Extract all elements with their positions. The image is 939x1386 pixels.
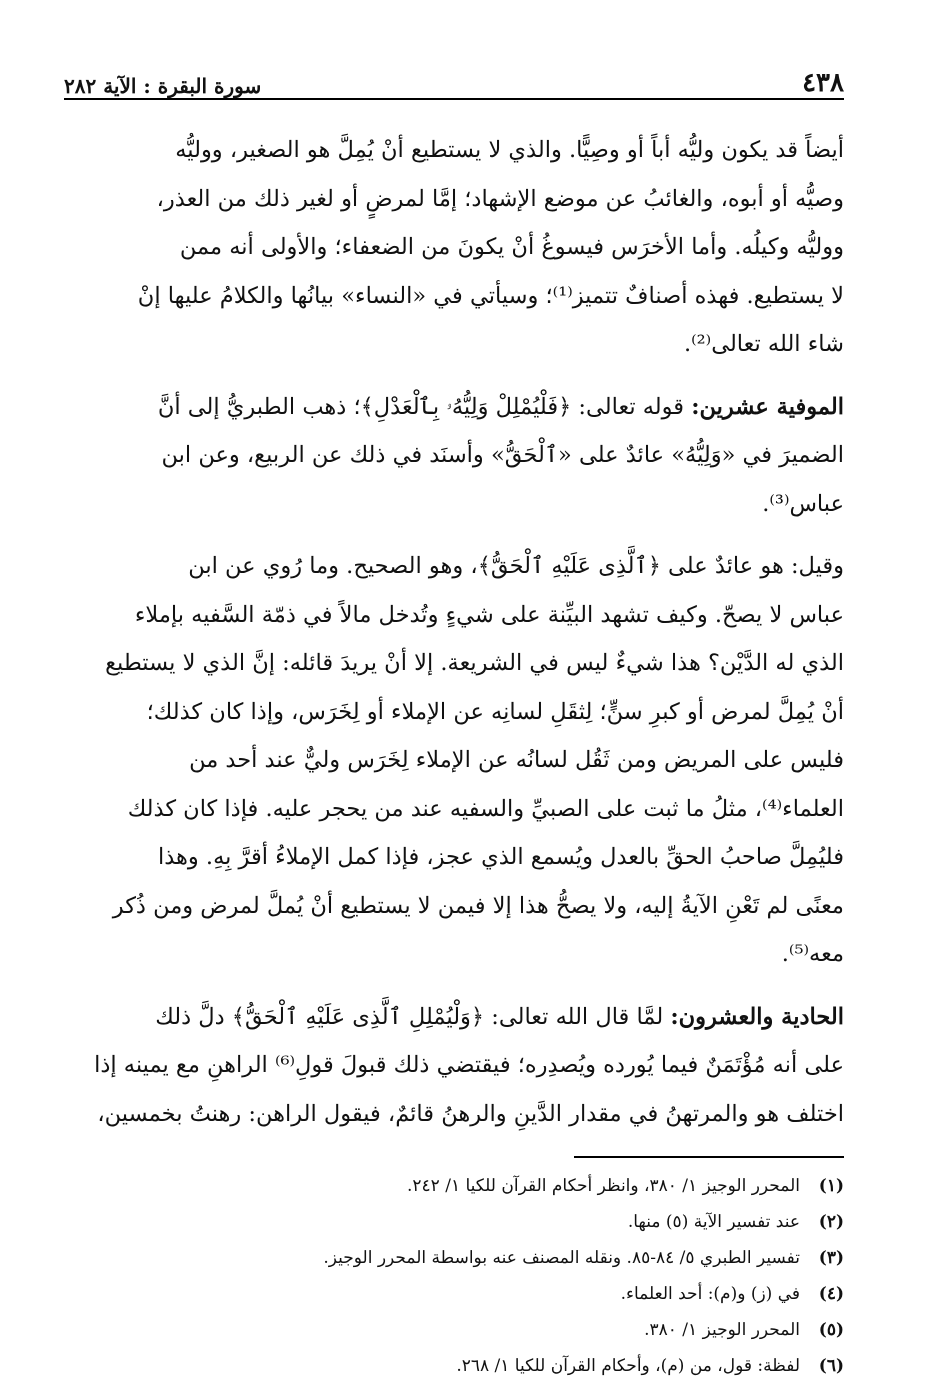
running-title: سورة البقرة : الآية ٢٨٢ <box>64 74 262 98</box>
text-line: عباس⁽³⁾. <box>762 490 844 517</box>
footnote <box>64 1240 844 1276</box>
text-line: فليُمِلَّ صاحبُ الحقِّ بالعدل ويُسمع الذي عجز، فإذا كمل الإملاءُ أقرَّ بِهِ. وهذا <box>157 844 844 870</box>
text-line: شاء الله تعالى⁽²⁾. <box>683 331 844 357</box>
paragraph <box>64 126 844 369</box>
footnote <box>64 1348 844 1384</box>
footnote <box>64 1312 844 1348</box>
footnote <box>64 1204 844 1240</box>
footnote-text: عند تفسير الآية (٥) منها. <box>627 1212 800 1232</box>
text-line: لا يستطيع. فهذه أصنافٌ تتميز⁽¹⁾؛ وسيأتي في «النساء» بيانُها والكلامُ عليها إنْ <box>137 282 844 309</box>
text-line: وصيُّه أو أبوه، والغائبُ عن موضع الإشهاد؛ إمَّا لمرضٍ أو لغير ذلك من العذر، <box>156 185 844 212</box>
main-text <box>64 126 844 1138</box>
text-line <box>64 993 844 1042</box>
section-heading: الحادية والعشرون: <box>670 1003 844 1030</box>
footnote-separator <box>574 1156 844 1158</box>
footnote-number: (٦) <box>818 1356 844 1376</box>
text-line: أنْ يُمِلَّ لمرض أو كبرِ سنٍّ؛ لِثقَلِ لسانِه عن الإملاء أو لِخَرَس، وإذا كان كذلك؛ <box>146 698 844 725</box>
line-text: لمَّا قال الله تعالى: ﴿وَلْيُمْلِلِ ٱلَّذِى عَلَيْهِ ٱلْحَقُّ﴾ دلَّ ذلك <box>155 1003 664 1030</box>
text-line: العلماء⁽⁴⁾، مثلُ ما ثبت على الصبيِّ والسفيه عند من يحجر عليه. فإذا كان كذلك <box>127 795 844 822</box>
page-number: ٤٣٨ <box>802 68 844 98</box>
text-line: عباس لا يصحّ. وكيف تشهد البيِّنة على شيءٍ وتُدخل مالاً في ذمّة السَّفيه بإملاء <box>134 601 844 628</box>
paragraph <box>64 542 844 979</box>
footnote <box>64 1168 844 1204</box>
footnote-number: (١) <box>818 1176 844 1196</box>
text-line: الضميرَ في «وَلِيُّهُ» عائدٌ على «ٱلْحَقُّ» وأسنَد في ذلك عن الربيع، وعن ابن <box>161 442 844 468</box>
footnote-number: (٤) <box>818 1284 844 1304</box>
footnote-number: (٢) <box>818 1212 844 1232</box>
paragraph <box>64 993 844 1139</box>
text-line: على أنه مُؤْتَمَنٌ فيما يُورده ويُصدِره؛ فيقتضي ذلك قبولَ قولِ⁽⁶⁾ الراهنِ مع يمينه إذا <box>94 1052 844 1078</box>
footnote-text: في (ز) و(م): أحد العلماء. <box>620 1284 800 1304</box>
footnote-text: المحرر الوجيز ١/ ٣٨٠. <box>644 1320 800 1340</box>
text-line: معنًى لم تَعْنِ الآيةُ إليه، ولا يصحُّ هذا إلا فيمن لا يستطيع أنْ يُملَّ لمرض ومن ذُكر <box>112 892 844 919</box>
running-header <box>64 62 844 100</box>
text-line: الذي له الدَّيْن؟ هذا شيءٌ ليس في الشريعة. إلا أنْ يريدَ قائله: إنَّ الذي لا يستطيع <box>105 650 844 676</box>
line-text: قوله تعالى: ﴿فَلْيُمْلِلْ وَلِيُّهُۥ بِٱلْعَدْلِ﴾؛ ذهب الطبريُّ إلى أنَّ <box>157 393 685 420</box>
section-heading: الموفية عشرين: <box>691 393 844 420</box>
footnote-number: (٥) <box>818 1320 844 1340</box>
paragraph <box>64 383 844 529</box>
text-line: فليس على المريض ومن ثَقُل لسانُه عن الإملاء لِخَرَس وليٌّ عند أحد من <box>189 747 844 773</box>
footnote-number: (٣) <box>818 1248 844 1268</box>
footnote-text: المحرر الوجيز ١/ ٣٨٠، وانظر أحكام القرآن للكيا ١/ ٢٤٢. <box>406 1176 800 1196</box>
text-line: معه⁽⁵⁾. <box>781 941 844 967</box>
text-line <box>64 383 844 432</box>
text-line: اختلف هو والمرتهنُ في مقدار الدَّينِ والرهنُ قائمٌ، فيقول الراهن: رهنتُ بخمسين، <box>97 1100 844 1127</box>
text-line: أيضاً قد يكون وليُّه أباً أو وصِيًّا. والذي لا يستطيع أنْ يُمِلَّ هو الصغير، ووليُّه <box>175 137 844 163</box>
footnote <box>64 1276 844 1312</box>
footnote-text: تفسير الطبري ٥/ ٨٤-٨٥. ونقله المصنف عنه بواسطة المحرر الوجيز. <box>323 1248 800 1268</box>
book-page <box>64 62 844 1376</box>
footnotes <box>64 1168 844 1384</box>
footnote-text: لفظة: قول، من (م)، وأحكام القرآن للكيا ١/ ٢٦٨. <box>456 1356 800 1376</box>
text-line: وقيل: هو عائدٌ على ﴿ٱلَّذِى عَلَيْهِ ٱلْحَقُّ﴾، وهو الصحيح. وما رُوي عن ابن <box>188 553 844 579</box>
text-line: ووليُّه وكيلُه. وأما الأخرَس فيسوغُ أنْ يكونَ من الضعفاء؛ والأولى أنه ممن <box>179 234 844 260</box>
